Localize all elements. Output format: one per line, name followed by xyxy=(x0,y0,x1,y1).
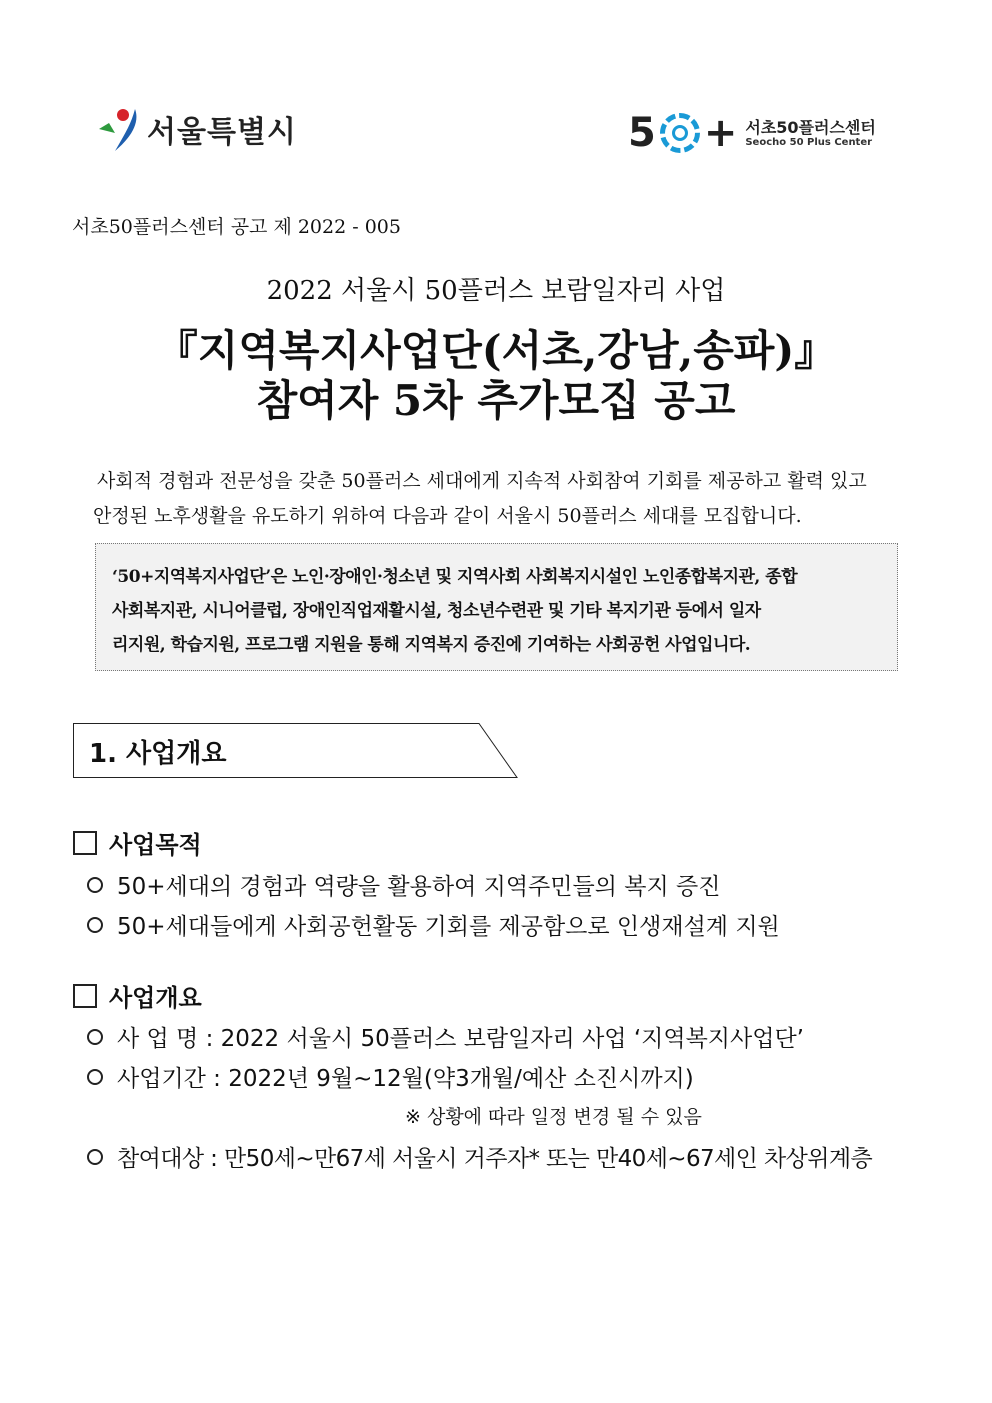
intro-line-1: 사회적 경험과 전문성을 갖춘 50플러스 세대에게 지속적 사회참여 기회를 제공하고 활력 있고 xyxy=(97,470,867,492)
circle-bullet-icon xyxy=(87,1149,103,1165)
checkbox-square-icon xyxy=(73,831,97,855)
box-line: 사회복지관, 시니어클럽, 장애인직업재활시설, 청소년수련관 및 기타 복지기관 등에서 일자 xyxy=(112,601,761,621)
box-line: 리지원, 학습지원, 프로그램 지원을 통해 지역복지 증진에 기여하는 사회공헌 사업입니다. xyxy=(112,635,751,655)
purpose-heading xyxy=(73,825,202,860)
circle-bullet-icon xyxy=(87,877,103,893)
overview-heading xyxy=(73,978,202,1013)
heading-text: 사업목적 xyxy=(109,831,202,859)
intro-line-2: 안정된 노후생활을 유도하기 위하여 다음과 같이 서울시 50플러스 세대를 모집합니다. xyxy=(93,505,802,527)
title-line-1: 『지역복지사업단(서초,강남,송파)』 xyxy=(155,326,837,375)
section-header xyxy=(73,723,517,778)
seoul-emblem-icon xyxy=(97,105,141,153)
box-line: ‘50+지역복지사업단’은 노인·장애인·청소년 및 지역사회 사회복지시설인 노인종합복지관, 종합 xyxy=(112,567,798,587)
list-item xyxy=(87,1020,804,1053)
list-item xyxy=(87,1140,872,1173)
checkbox-square-icon xyxy=(73,984,97,1008)
seoul-logo-text: 서울특별시 xyxy=(147,115,297,150)
title-line-2: 참여자 5차 추가모집 공고 xyxy=(256,376,736,425)
item-text: 사 업 명 : 2022 서울시 50플러스 보람일자리 사업 ‘지역복지사업단’ xyxy=(117,1026,804,1052)
list-item xyxy=(87,908,780,941)
center-name: 서초50플러스센터 xyxy=(745,117,876,137)
seocho-50plus-logo xyxy=(628,110,876,156)
section-title: 1. 사업개요 xyxy=(89,739,227,769)
circle-bullet-icon xyxy=(87,1029,103,1045)
list-item xyxy=(87,868,720,901)
circle-bullet-icon xyxy=(87,917,103,933)
subtitle: 2022 서울시 50플러스 보람일자리 사업 xyxy=(266,276,726,306)
list-item xyxy=(87,1060,694,1093)
50plus-mark-icon: 5 + xyxy=(628,110,738,156)
item-text: 사업기간 : 2022년 9월~12월(약3개월/예산 소진시까지) xyxy=(117,1066,694,1092)
notice-number: 서초50플러스센터 공고 제 2022 - 005 xyxy=(72,216,401,238)
item-text: 참여대상 : 만50세~만67세 서울시 거주자* 또는 만40세~67세인 차상위계층 xyxy=(117,1146,873,1172)
item-text: 50+세대들에게 사회공헌활동 기회를 제공함으로 인생재설계 지원 xyxy=(117,914,780,940)
center-name-en: Seocho 50 Plus Center xyxy=(745,136,873,148)
schedule-note: ※ 상황에 따라 일정 변경 될 수 있음 xyxy=(405,1106,702,1128)
circle-bullet-icon xyxy=(87,1069,103,1085)
item-text: 50+세대의 경험과 역량을 활용하여 지역주민들의 복지 증진 xyxy=(117,874,721,900)
program-description-box xyxy=(95,543,898,671)
seoul-logo xyxy=(97,105,297,153)
heading-text: 사업개요 xyxy=(109,984,202,1012)
